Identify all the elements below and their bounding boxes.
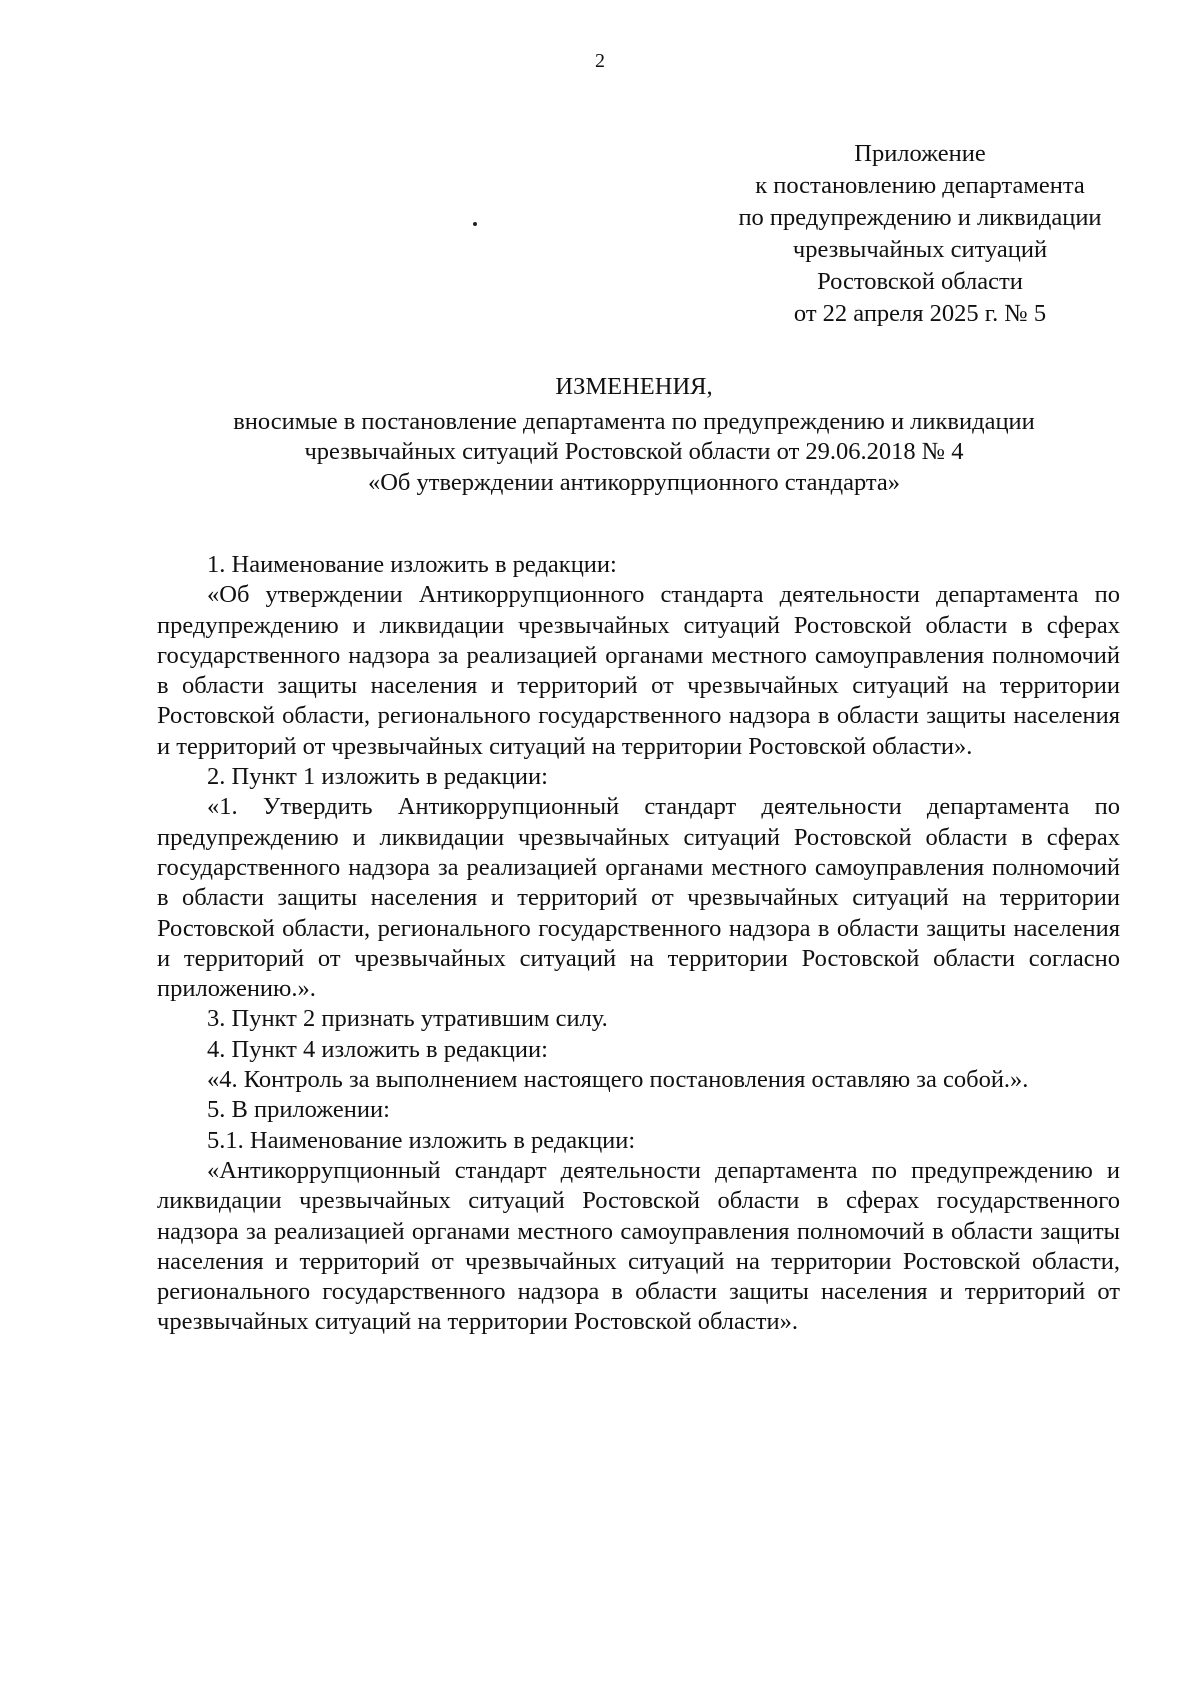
scan-speck bbox=[473, 222, 477, 226]
paragraph: 2. Пункт 1 изложить в редакции: bbox=[207, 763, 548, 791]
paragraph: 4. Пункт 4 изложить в редакции: bbox=[207, 1035, 548, 1063]
document-body bbox=[157, 550, 1120, 1338]
subtitle-line: «Об утверждении антикоррупционного стандарта» bbox=[367, 468, 901, 496]
document-heading bbox=[150, 372, 1118, 498]
annex-line: от 22 апреля 2025 г. № 5 bbox=[793, 300, 1047, 327]
paragraph: 5.1. Наименование изложить в редакции: bbox=[207, 1126, 636, 1154]
paragraph: «Об утверждении Антикоррупционного стандарта деятельности департамента по предупреждению и ликвидации чрезвычайных ситуаций Ростовской области в сферах государственного надзора за реализацией органами местного самоуправления полномочий в области защиты населения и территорий от чрезвычайных ситуаций на территории Ростовской области, регионального государственного надзора в области защиты населения и территорий от чрезвычайных ситуаций на территории Ростовской области». bbox=[157, 581, 1120, 760]
document-subtitle bbox=[150, 407, 1118, 499]
annex-block bbox=[680, 138, 1160, 330]
document-title: ИЗМЕНЕНИЯ, bbox=[555, 373, 713, 400]
annex-line: по предупреждению и ликвидации bbox=[738, 204, 1102, 231]
annex-line: к постановлению департамента bbox=[755, 172, 1085, 199]
page-number: 2 bbox=[595, 50, 605, 72]
annex-line: чрезвычайных ситуаций bbox=[792, 236, 1048, 263]
subtitle-line: чрезвычайных ситуаций Ростовской области от 29.06.2018 № 4 bbox=[304, 438, 964, 465]
paragraph: 5. В приложении: bbox=[207, 1096, 390, 1124]
paragraph: «1. Утвердить Антикоррупционный стандарт деятельности департамента по предупреждению и ликвидации чрезвычайных ситуаций Ростовской области в сферах государственного надзора за реализацией органами местного самоуправления полномочий в области защиты населения и территорий от чрезвычайных ситуаций на территории Ростовской области, регионального государственного надзора в области защиты населения и территорий от чрезвычайных ситуаций на территории Ростовской области согласно приложению.». bbox=[157, 793, 1120, 1003]
paragraph: «4. Контроль за выполнением настоящего постановления оставляю за собой.». bbox=[207, 1066, 1029, 1094]
annex-line: Ростовской области bbox=[817, 268, 1023, 295]
annex-line: Приложение bbox=[854, 140, 986, 167]
subtitle-line: вносимые в постановление департамента по предупреждению и ликвидации bbox=[233, 407, 1035, 435]
paragraph: «Антикоррупционный стандарт деятельности департамента по предупреждению и ликвидации чрезвычайных ситуаций Ростовской области в сферах государственного надзора за реализацией органами местного самоуправления полномочий в области защиты населения и территорий от чрезвычайных ситуаций на территории Ростовской области, регионального государственного надзора в области защиты населения и территорий от чрезвычайных ситуаций на территории Ростовской области». bbox=[157, 1156, 1120, 1336]
paragraph: 1. Наименование изложить в редакции: bbox=[207, 551, 617, 578]
paragraph: 3. Пункт 2 признать утратившим силу. bbox=[207, 1005, 608, 1033]
